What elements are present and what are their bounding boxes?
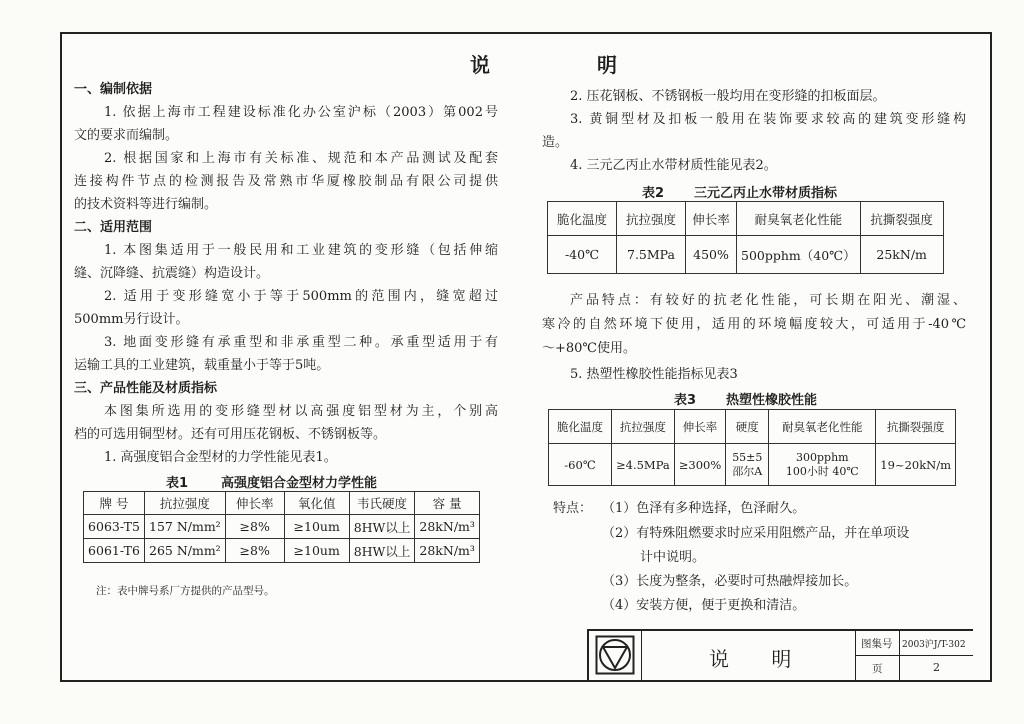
features-label: 特点：: [553, 501, 593, 516]
table-header-cell: 伸长率: [225, 492, 284, 515]
text-line: 4. 三元乙丙止水带材质性能见表2。: [570, 158, 777, 173]
table-header-cell: 氧化值: [284, 492, 349, 515]
table-header-cell: 耐臭氧老化性能: [737, 202, 861, 236]
table-2-caption-title: 三元乙丙止水带材质指标: [694, 186, 838, 201]
text-line: 1. 高强度铝合金型材的力学性能见表1。: [104, 450, 337, 465]
table-cell: 6061-T6: [84, 539, 145, 563]
table-cell: 6063-T5: [84, 515, 145, 539]
table-cell: ≥300%: [674, 444, 726, 486]
page-title: 说 明: [470, 53, 667, 77]
text-line: ～+80℃使用。: [542, 341, 636, 356]
title-block-title: 说 明: [709, 647, 810, 671]
cell-line: 100小时 40℃: [785, 464, 859, 478]
table-1-caption-title: 高强度铝合金型材力学性能: [221, 476, 378, 491]
text-line: 1. 本图集适用于一般民用和工业建筑的变形缝（包括伸缩: [104, 243, 498, 258]
text-line: 1. 依据上海市工程建设标准化办公室沪标（2003）第002号: [104, 105, 498, 120]
text-line: 产品特点：有较好的抗老化性能，可长期在阳光、潮湿、: [570, 293, 966, 308]
table-header-cell: 抗撕裂强度: [876, 410, 956, 444]
table-cell: 19~20kN/m: [876, 444, 956, 486]
text-line: 寒冷的自然环境下使用，适用的环境幅度较大，可适用于-40℃: [542, 317, 966, 332]
feature-item: （4）安装方便，便于更换和清洁。: [602, 598, 806, 613]
table-header-row: [548, 202, 944, 236]
table-cell: 450%: [686, 236, 737, 274]
page-number: 2: [933, 661, 940, 674]
divider: [641, 631, 642, 680]
text-line: 3. 地面变形缝有承重型和非承重型二种。承重型适用于有: [104, 335, 498, 350]
table-cell: 157 N/mm²: [145, 515, 226, 539]
table-cell: ≥10um: [284, 515, 349, 539]
table-header-cell: 耐臭氧老化性能: [769, 410, 876, 444]
table-row: [548, 236, 944, 274]
table-1-caption-number: 表1: [166, 476, 189, 491]
text-line: 2. 压花钢板、不锈钢板一般均用在变形缝的扣板面层。: [570, 89, 886, 104]
feature-item: 计中说明。: [640, 550, 706, 565]
cell-line: 邵尔A: [732, 464, 763, 478]
text-line: 缝、沉降缝、抗震缝）构造设计。: [74, 266, 270, 281]
institute-logo-icon: [595, 635, 635, 675]
table-row: [84, 515, 480, 539]
cell-line: 55±5: [732, 450, 763, 464]
text-line: 本图集所选用的变形缝型材以高强度铝型材为主，个别高: [104, 404, 498, 419]
table-3: [548, 409, 956, 486]
text-line: 运输工具的工业建筑，载重量小于等于5吨。: [74, 358, 330, 373]
feature-item: （1）色泽有多种选择，色泽耐久。: [602, 501, 806, 516]
table-cell: 265 N/mm²: [145, 539, 226, 563]
table-cell: 7.5MPa: [617, 236, 686, 274]
table-header-row: [84, 492, 480, 515]
table-cell: ≥10um: [284, 539, 349, 563]
text-line: 3. 黄铜型材及扣板一般用在装饰要求较高的建筑变形缝构: [570, 112, 966, 127]
table-header-cell: 韦氏硬度: [349, 492, 415, 515]
table-cell: [726, 444, 769, 486]
text-line: 2. 根据国家和上海市有关标准、规范和本产品测试及配套: [104, 151, 498, 166]
atlas-number-label: 图集号: [861, 638, 893, 650]
text-line: 连接构件节点的检测报告及常熟市华厦橡胶制品有限公司提供: [74, 174, 498, 189]
table-cell: [769, 444, 876, 486]
table-3-caption-title: 热塑性橡胶性能: [726, 393, 818, 408]
table-cell: -60℃: [549, 444, 612, 486]
table-cell: ≥4.5MPa: [612, 444, 675, 486]
table-cell: 500pphm（40℃）: [737, 236, 861, 274]
table-cell: 8HW以上: [349, 539, 415, 563]
table-header-cell: 伸长率: [674, 410, 726, 444]
feature-item: （3）长度为整条，必要时可热融焊接加长。: [602, 574, 858, 589]
atlas-number: 2003沪J/T-302: [902, 640, 966, 650]
section-1-heading: 一、编制依据: [74, 82, 153, 97]
section-3-heading: 三、产品性能及材质指标: [74, 381, 218, 396]
table-header-cell: 脆化温度: [549, 410, 612, 444]
cell-line: 300pphm: [796, 450, 849, 464]
section-2-heading: 二、适用范围: [74, 220, 153, 235]
table-note: 注：表中牌号系厂方提供的产品型号。: [96, 585, 275, 597]
table-row: [84, 539, 480, 563]
table-header-cell: 牌 号: [84, 492, 145, 515]
table-cell: 25kN/m: [860, 236, 943, 274]
text-line: 500mm另行设计。: [74, 312, 189, 327]
table-cell: 8HW以上: [349, 515, 415, 539]
table-header-cell: 硬度: [726, 410, 769, 444]
table-2: [547, 201, 944, 274]
text-line: 5. 热塑性橡胶性能指标见表3: [570, 367, 738, 382]
table-cell: 28kN/m³: [415, 539, 480, 563]
text-line: 2. 适用于变形缝宽小于等于500mm的范围内，缝宽超过: [104, 289, 498, 304]
table-header-row: [549, 410, 956, 444]
title-block: [587, 629, 973, 680]
table-cell: -40℃: [548, 236, 617, 274]
table-header-cell: 容 量: [415, 492, 480, 515]
text-line: 的技术资料等进行编制。: [74, 197, 218, 212]
table-2-caption-number: 表2: [642, 186, 665, 201]
table-3-caption-number: 表3: [674, 393, 697, 408]
text-line: 档的可选用铜型材。还有可用压花钢板、不锈钢板等。: [74, 427, 387, 442]
table-header-cell: 脆化温度: [548, 202, 617, 236]
table-header-cell: 伸长率: [686, 202, 737, 236]
divider: [855, 655, 973, 656]
page-label: 页: [872, 663, 883, 675]
table-cell: ≥8%: [225, 539, 284, 563]
table-header-cell: 抗撕裂强度: [860, 202, 943, 236]
text-line: 文的要求而编制。: [74, 128, 179, 143]
table-row: [549, 444, 956, 486]
table-cell: 28kN/m³: [415, 515, 480, 539]
table-header-cell: 抗拉强度: [617, 202, 686, 236]
text-line: 造。: [542, 135, 569, 150]
table-header-cell: 抗拉强度: [145, 492, 226, 515]
table-1: [83, 491, 480, 563]
table-header-cell: 抗拉强度: [612, 410, 675, 444]
feature-item: （2）有特殊阻燃要求时应采用阻燃产品，并在单项设: [602, 526, 910, 541]
table-cell: ≥8%: [225, 515, 284, 539]
divider: [899, 631, 900, 680]
